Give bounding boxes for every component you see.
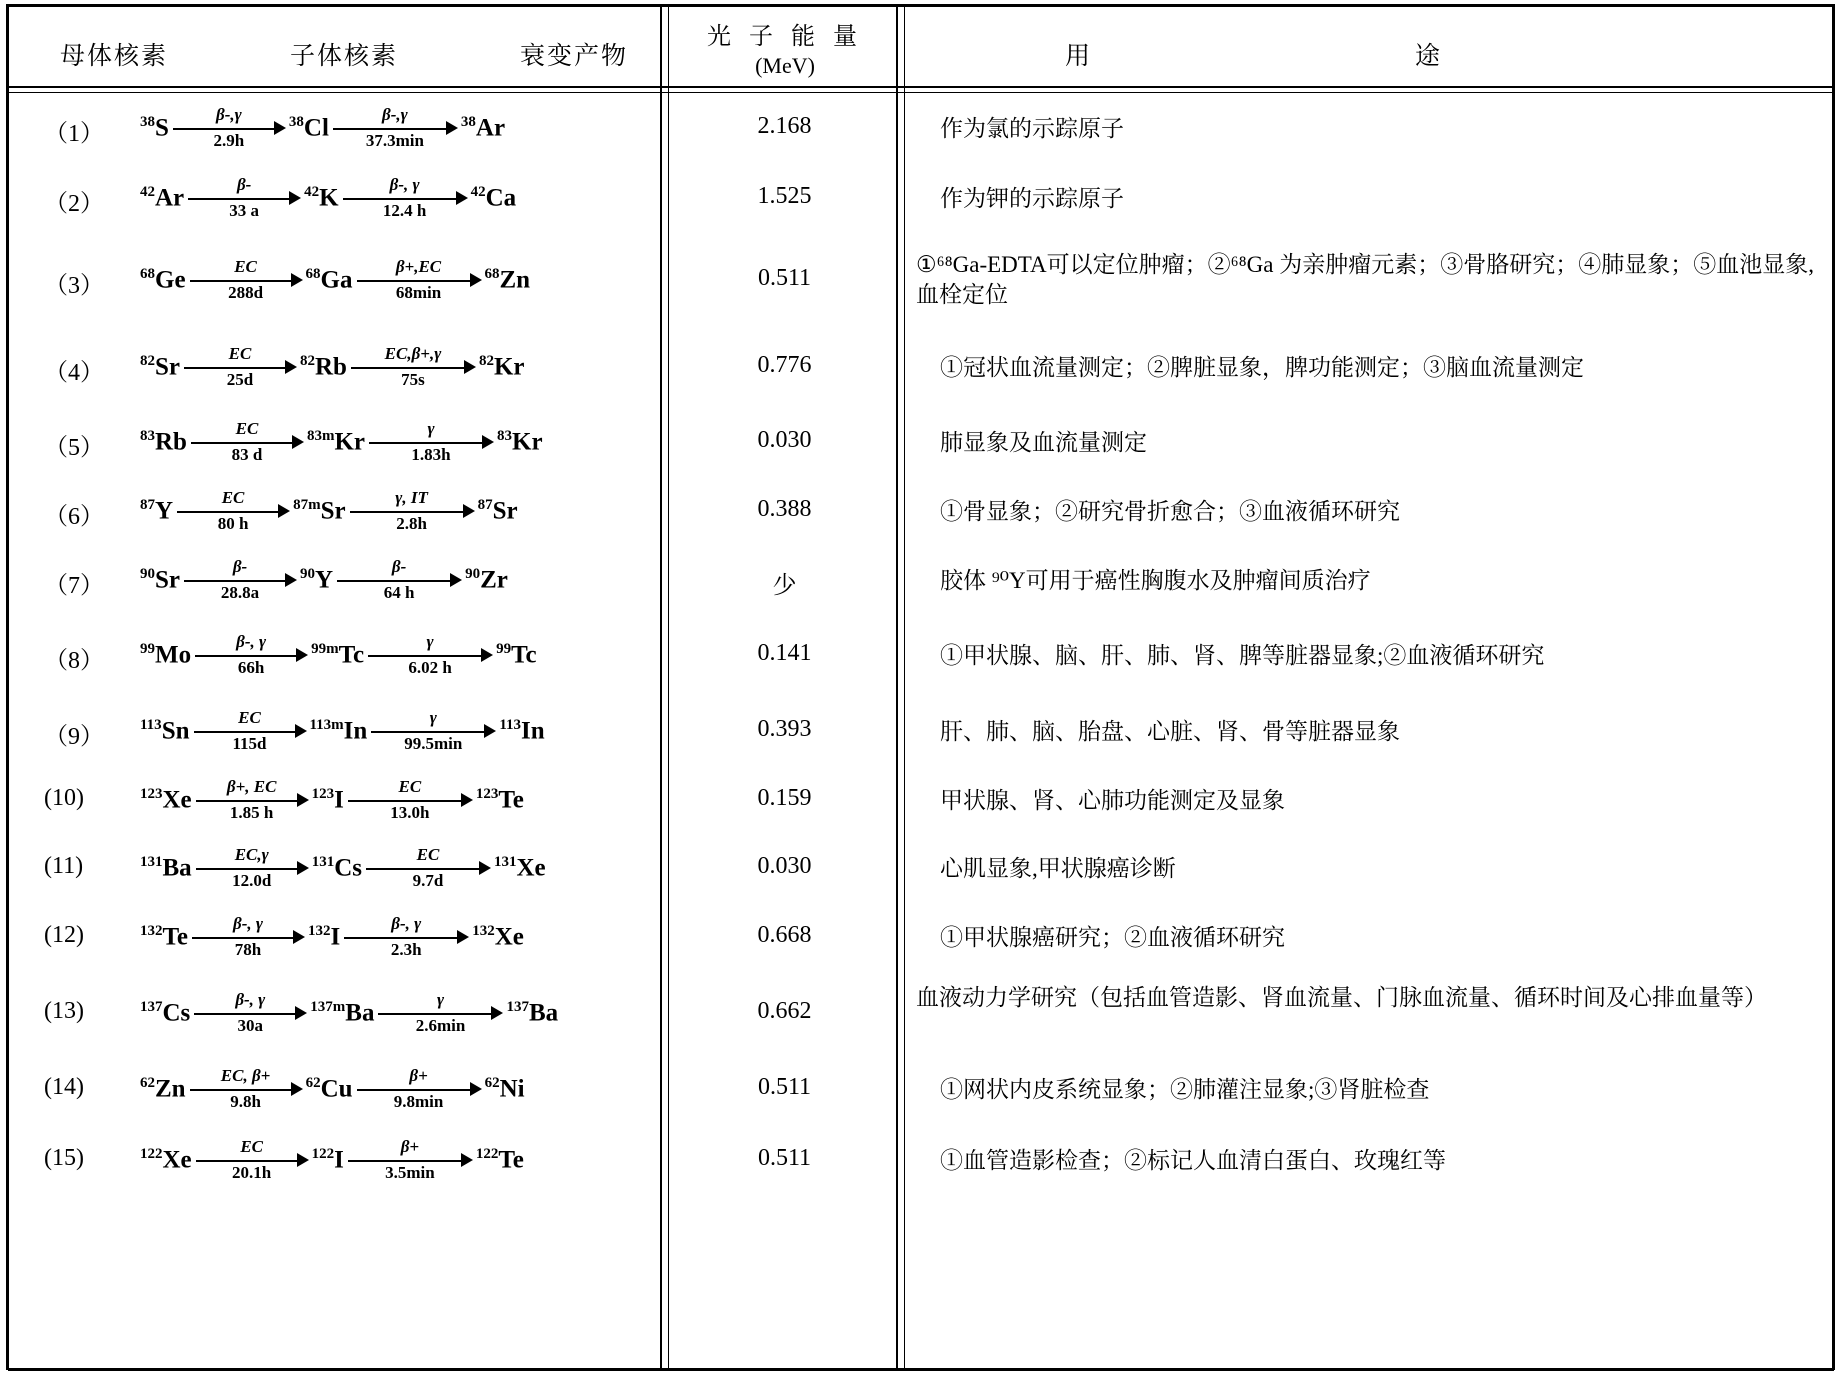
decay-product-nuclide: $^{38}$Ar [460, 113, 506, 142]
row-index: (14) [44, 1074, 84, 1100]
row-index: （5） [44, 435, 104, 461]
usage-text: 甲状腺、肾、心肺功能测定及显象 [940, 788, 1285, 813]
decay-arrow-1-label-bottom: 83 d [231, 445, 263, 464]
decay-arrow-1 [190, 257, 302, 303]
decay-arrow-1-label-bottom: 80 h [217, 514, 249, 533]
decay-arrow-2-label-bottom: 37.3min [365, 131, 424, 150]
decay-arrow-2-label-bottom: 64 h [383, 583, 415, 602]
decay-arrow-2 [371, 708, 495, 754]
usage-text: 作为钾的示踪原子 [940, 186, 1124, 211]
header-rule-upper [8, 86, 1834, 88]
decay-arrow-2 [348, 777, 472, 823]
decay-arrow-2-label-bottom: 9.8min [393, 1092, 444, 1111]
daughter-nuclide: $^{42}$K [304, 183, 339, 212]
parent-nuclide: $^{62}$Zn [140, 1074, 186, 1103]
row-index: （1） [44, 121, 104, 147]
decay-arrow-1-label-bottom: 9.8h [230, 1092, 261, 1111]
decay-product-nuclide: $^{122}$Te [475, 1145, 524, 1174]
decay-arrow-2-label-top: γ [436, 990, 445, 1009]
decay-arrow-1 [196, 845, 308, 891]
decay-chain-cell [140, 104, 505, 152]
row-index: (10) [44, 785, 84, 811]
usage-text: 作为氯的示踪原子 [940, 116, 1124, 141]
row-index: （3） [44, 273, 104, 299]
decay-arrow-2-label-bottom: 68min [395, 283, 442, 302]
table-row [0, 836, 1846, 904]
table-row [0, 698, 1846, 768]
photon-energy-value: 0.511 [757, 1145, 812, 1171]
photon-energy-value: 0.668 [757, 922, 812, 948]
row-index: （8） [44, 648, 104, 674]
header-decay-product: 衰变产物 [520, 43, 629, 70]
decay-arrow-1 [190, 1066, 302, 1112]
decay-arrow-1-label-top: EC [228, 344, 252, 363]
daughter-nuclide: $^{122}$I [311, 1145, 344, 1174]
daughter-nuclide: $^{68}$Ga [305, 265, 353, 294]
parent-nuclide: $^{68}$Ge [140, 265, 186, 294]
decay-arrow-1 [177, 488, 289, 534]
usage-text: 肺显象及血流量测定 [940, 430, 1147, 455]
daughter-nuclide: $^{38}$Cl [288, 113, 329, 142]
decay-arrow-1-label-bottom: 20.1h [232, 1163, 272, 1182]
decay-arrow-1 [196, 1137, 308, 1183]
decay-arrow-2 [366, 845, 490, 891]
decay-chain-cell [140, 707, 545, 755]
decay-arrow-2-label-bottom: 13.0h [390, 803, 430, 822]
table-row [0, 478, 1846, 548]
decay-arrow-2-label-top: γ [427, 419, 435, 438]
photon-energy-value: 0.662 [757, 998, 812, 1024]
usage-text: 胶体 ⁹⁰Y可用于癌性胸腹水及肿瘤间质治疗 [940, 568, 1371, 593]
parent-nuclide: $^{42}$Ar [140, 183, 185, 212]
row-index: （7） [44, 573, 104, 599]
photon-energy-value: 0.388 [757, 496, 812, 522]
decay-arrow-1-label-top: β-,γ [216, 105, 242, 124]
decay-arrow-2-label-bottom: 2.6min [415, 1016, 466, 1035]
decay-arrow-2-label-top: β+ [409, 1066, 428, 1085]
table-row [0, 616, 1846, 698]
table-row [0, 236, 1846, 328]
header-usage-char2: 途 [1415, 43, 1441, 70]
daughter-nuclide: $^{113m}$In [309, 716, 368, 745]
daughter-nuclide: $^{123}$I [311, 785, 344, 814]
decay-chain-cell [140, 989, 558, 1037]
decay-arrow-1-label-top: EC [234, 257, 257, 276]
table-row [0, 1126, 1846, 1198]
decay-arrow-2-label-top: EC,β+,γ [384, 344, 442, 363]
decay-product-nuclide: $^{42}$Ca [470, 183, 517, 212]
photon-energy-value: 0.511 [757, 265, 812, 291]
daughter-nuclide: $^{132}$I [307, 922, 341, 951]
decay-arrow-1 [192, 914, 304, 960]
decay-arrow-1 [194, 990, 306, 1036]
decay-arrow-2-label-bottom: 2.3h [390, 940, 422, 959]
photon-energy-value: 0.776 [757, 352, 812, 378]
row-index: （6） [44, 504, 104, 530]
decay-arrow-2-label-top: γ [429, 708, 437, 727]
decay-arrow-2-label-top: β+,EC [395, 257, 442, 276]
decay-arrow-2-label-top: γ [426, 632, 434, 651]
table-row [0, 1056, 1846, 1126]
decay-arrow-1-label-bottom: 28.8a [220, 583, 260, 602]
decay-arrow-2 [368, 632, 492, 678]
decay-arrow-1-label-top: EC [235, 419, 259, 438]
decay-arrow-1-label-top: EC [238, 708, 261, 727]
decay-product-nuclide: $^{132}$Xe [472, 922, 524, 951]
decay-arrow-1-label-bottom: 288d [228, 283, 264, 302]
decay-product-nuclide: $^{90}$Zr [465, 565, 508, 594]
decay-arrow-1-label-bottom: 2.9h [213, 131, 245, 150]
decay-arrow-2 [378, 990, 502, 1036]
decay-arrow-2-label-top: β-,γ [382, 105, 408, 124]
parent-nuclide: $^{137}$Cs [140, 998, 191, 1027]
table-top-border [8, 4, 1834, 7]
decay-arrow-1-label-top: β- [232, 557, 248, 576]
decay-arrow-2-label-bottom: 12.4 h [382, 201, 427, 220]
row-index: (12) [44, 922, 84, 948]
usage-text: ①网状内皮系统显象；②肺灌注显象;③肾脏检查 [940, 1077, 1430, 1102]
parent-nuclide: $^{90}$Sr [140, 565, 180, 594]
decay-arrow-2 [357, 1066, 481, 1112]
photon-energy-value: 0.511 [757, 1074, 812, 1100]
decay-arrow-2 [333, 105, 457, 151]
usage-text: ①冠状血流量测定；②脾脏显象，脾功能测定；③脑血流量测定 [940, 355, 1584, 380]
decay-arrow-1 [184, 557, 296, 603]
decay-product-nuclide: $^{82}$Kr [478, 352, 525, 381]
photon-energy-value: 少 [772, 573, 797, 599]
decay-arrow-2 [348, 1137, 472, 1183]
photon-energy-value: 0.030 [757, 853, 812, 879]
daughter-nuclide: $^{90}$Y [300, 565, 334, 594]
decay-arrow-1-label-top: β-, γ [235, 990, 266, 1009]
usage-text: 肝、肺、脑、胎盘、心脏、肾、骨等脏器显象 [940, 719, 1400, 744]
decay-arrow-1-label-bottom: 1.85 h [229, 803, 274, 822]
decay-arrow-1-label-bottom: 12.0d [232, 871, 272, 890]
decay-arrow-1-label-bottom: 30a [237, 1016, 264, 1035]
usage-text: ①⁶⁸Ga-EDTA可以定位肿瘤；②⁶⁸Ga 为亲肿瘤元素；③骨胳研究；④肺显象；⑤血池显象,血栓定位 [916, 252, 1814, 307]
daughter-nuclide: $^{99m}$Tc [311, 640, 365, 669]
decay-arrow-1-label-top: β- [236, 175, 252, 194]
decay-arrow-2-label-bottom: 6.02 h [408, 658, 452, 677]
usage-text: ①甲状腺癌研究；②血液循环研究 [940, 925, 1285, 950]
header-rule-lower [8, 92, 1834, 93]
decay-arrow-1-label-bottom: 78h [234, 940, 262, 959]
table-row [0, 96, 1846, 164]
table-row [0, 328, 1846, 410]
decay-arrow-1-label-top: EC,γ [234, 845, 269, 864]
decay-chain-cell [140, 174, 516, 222]
table-row [0, 548, 1846, 616]
decay-arrow-2-label-top: β-, γ [391, 914, 422, 933]
usage-text: 血液动力学研究（包括血管造影、肾血流量、门脉血流量、循环时间及心排血量等） [916, 985, 1767, 1010]
decay-chain-cell [140, 256, 530, 304]
decay-arrow-2-label-bottom: 1.83h [411, 445, 451, 464]
decay-arrow-1 [188, 175, 300, 221]
decay-arrow-2-label-bottom: 2.8h [396, 514, 427, 533]
decay-chain-cell [140, 631, 537, 679]
photon-energy-value: 0.159 [757, 785, 812, 811]
decay-arrow-1-label-bottom: 115d [232, 734, 267, 753]
decay-arrow-1-label-bottom: 33 a [229, 201, 260, 220]
daughter-nuclide: $^{83m}$Kr [306, 427, 366, 456]
usage-text: 心肌显象,甲状腺癌诊断 [940, 856, 1176, 881]
parent-nuclide: $^{113}$Sn [140, 716, 190, 745]
decay-arrow-1 [195, 632, 307, 678]
decay-chain-cell [140, 556, 508, 604]
decay-arrow-1 [184, 344, 296, 390]
header-parent-nuclide: 母体核素 [60, 43, 169, 70]
decay-arrow-1-label-top: β-, γ [233, 914, 263, 933]
decay-product-nuclide: $^{87}$Sr [477, 496, 518, 525]
photon-energy-value: 0.030 [757, 427, 812, 453]
decay-arrow-2 [357, 257, 481, 303]
decay-arrow-1-label-top: EC, β+ [220, 1066, 271, 1085]
decay-arrow-1-label-top: EC [221, 488, 245, 507]
decay-arrow-2 [351, 344, 475, 390]
decay-product-nuclide: $^{113}$In [499, 716, 545, 745]
decay-chain-cell [140, 913, 524, 961]
parent-nuclide: $^{87}$Y [140, 496, 174, 525]
header-usage-char1: 用 [1065, 43, 1091, 70]
usage-text: ①骨显象；②研究骨折愈合；③血液循环研究 [940, 499, 1400, 524]
decay-product-nuclide: $^{131}$Xe [493, 853, 546, 882]
row-index: (15) [44, 1145, 84, 1171]
header-daughter-nuclide: 子体核素 [290, 43, 399, 70]
decay-arrow-2-label-bottom: 3.5min [385, 1163, 435, 1182]
daughter-nuclide: $^{137m}$Ba [310, 998, 375, 1027]
parent-nuclide: $^{83}$Rb [140, 427, 187, 456]
row-index: （9） [44, 724, 104, 750]
decay-chain-cell [140, 418, 543, 466]
photon-energy-value: 2.168 [757, 113, 812, 139]
row-index: （4） [44, 360, 104, 386]
table-row [0, 164, 1846, 236]
header-decay-chain [60, 36, 760, 72]
decay-arrow-2-label-top: β- [391, 557, 407, 576]
decay-arrow-1-label-bottom: 25d [226, 370, 254, 389]
header-photon-energy-unit: (MeV) [755, 53, 815, 78]
decay-arrow-2-label-top: β-, γ [389, 175, 420, 194]
decay-product-nuclide: $^{62}$Ni [484, 1074, 525, 1103]
header-photon-energy-line1: 光 子 能 量 [707, 24, 863, 50]
parent-nuclide: $^{132}$Te [140, 922, 188, 951]
decay-arrow-2 [344, 914, 468, 960]
decay-arrow-2 [337, 557, 461, 603]
decay-arrow-1 [196, 777, 308, 823]
parent-nuclide: $^{122}$Xe [140, 1145, 192, 1174]
decay-arrow-1-label-top: β+, EC [226, 777, 277, 796]
decay-chain-cell [140, 1065, 525, 1113]
table-row [0, 410, 1846, 478]
decay-arrow-2-label-top: EC [398, 777, 422, 796]
row-index: (11) [44, 853, 84, 879]
decay-arrow-1-label-bottom: 66h [237, 658, 265, 677]
decay-arrow-2 [369, 419, 493, 465]
decay-arrow-1 [173, 105, 285, 151]
decay-arrow-2-label-bottom: 99.5min [404, 734, 463, 753]
usage-text: ①血管造影检查；②标记人血清白蛋白、玫瑰红等 [940, 1148, 1446, 1173]
decay-arrow-1-label-top: EC [240, 1137, 263, 1156]
table-body [0, 96, 1846, 1198]
parent-nuclide: $^{38}$S [140, 113, 169, 142]
parent-nuclide: $^{123}$Xe [140, 785, 192, 814]
decay-chain-cell [140, 487, 518, 535]
decay-arrow-1 [194, 708, 306, 754]
daughter-nuclide: $^{62}$Cu [305, 1074, 353, 1103]
header-photon-energy [680, 22, 890, 80]
decay-product-nuclide: $^{68}$Zn [484, 265, 531, 294]
table-row [0, 904, 1846, 974]
decay-product-nuclide: $^{123}$Te [475, 785, 524, 814]
decay-chain-cell [140, 776, 524, 824]
table-row [0, 768, 1846, 836]
usage-text: ①甲状腺、脑、肝、肺、肾、脾等脏器显象;②血液循环研究 [940, 643, 1545, 668]
daughter-nuclide: $^{131}$Cs [311, 853, 362, 882]
decay-chain-cell [140, 844, 546, 892]
decay-arrow-2-label-top: γ, IT [395, 488, 428, 507]
decay-arrow-1-label-top: β-, γ [236, 632, 267, 651]
table-bottom-border [8, 1368, 1834, 1371]
decay-arrow-2 [343, 175, 467, 221]
row-index: (13) [44, 998, 84, 1024]
decay-arrow-2-label-top: β+ [400, 1137, 420, 1156]
decay-arrow-2-label-bottom: 9.7d [412, 871, 444, 890]
photon-energy-value: 0.393 [757, 716, 812, 742]
table-row [0, 974, 1846, 1056]
parent-nuclide: $^{131}$Ba [140, 853, 192, 882]
decay-product-nuclide: $^{83}$Kr [497, 427, 543, 456]
decay-arrow-2-label-top: EC [416, 845, 440, 864]
decay-product-nuclide: $^{99}$Tc [496, 640, 537, 669]
daughter-nuclide: $^{82}$Rb [300, 352, 347, 381]
decay-chain-cell [140, 343, 525, 391]
parent-nuclide: $^{99}$Mo [140, 640, 192, 669]
row-index: （2） [44, 191, 104, 217]
photon-energy-value: 0.141 [757, 640, 812, 666]
decay-product-nuclide: $^{137}$Ba [506, 998, 559, 1027]
decay-chain-cell [140, 1136, 524, 1184]
daughter-nuclide: $^{87m}$Sr [293, 496, 346, 525]
decay-arrow-1 [191, 419, 303, 465]
decay-arrow-2 [350, 488, 474, 534]
photon-energy-value: 1.525 [757, 183, 812, 209]
parent-nuclide: $^{82}$Sr [140, 352, 180, 381]
decay-arrow-2-label-bottom: 75s [401, 370, 425, 389]
